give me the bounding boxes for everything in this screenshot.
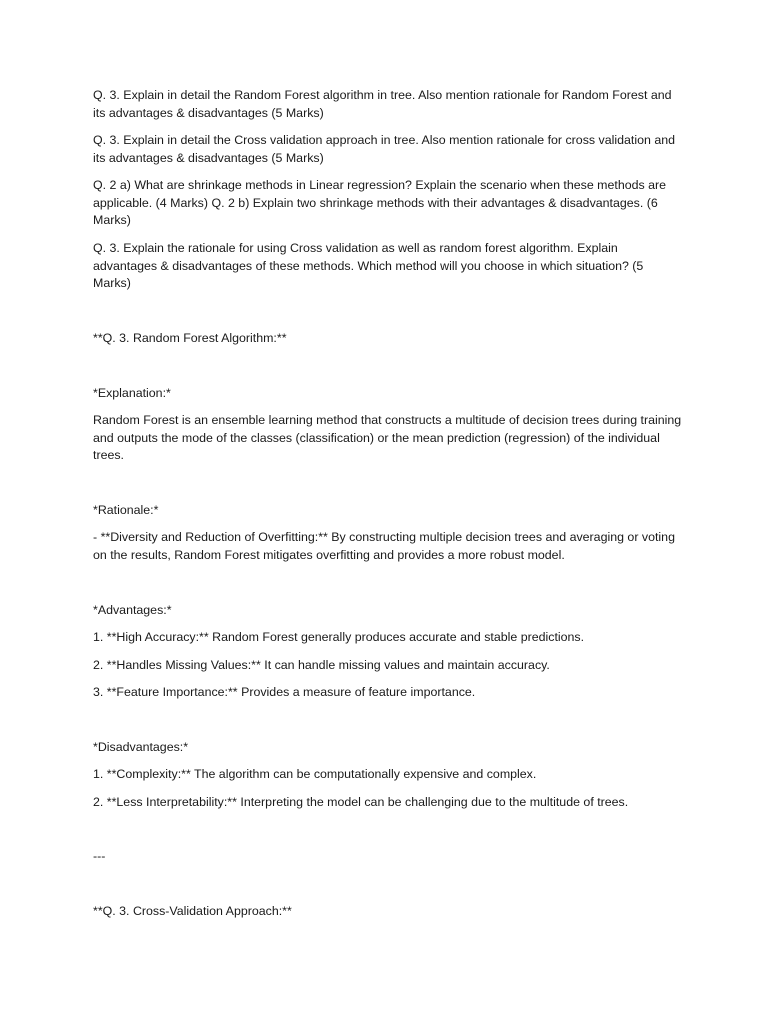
rationale-text: - **Diversity and Reduction of Overfitting:** By constructing multiple decision trees and averaging or voting on the results, Random Forest mitigates overfitting and provides a more robust model. [93, 530, 679, 562]
disadvantage-item: 2. **Less Interpretability:** Interpreting the model can be challenging due to the multitude of trees. [93, 795, 629, 809]
explanation-heading: *Explanation:* [93, 386, 171, 400]
disadvantages-heading: *Disadvantages:* [93, 740, 189, 754]
question-1: Q. 3. Explain in detail the Random Forest algorithm in tree. Also mention rationale for Random Forest and its advantages & disadvantages (5 Marks) [93, 88, 675, 120]
question-2: Q. 3. Explain in detail the Cross validation approach in tree. Also mention rationale for cross validation and its advantages & disadvantages (5 Marks) [93, 133, 679, 165]
advantage-item: 2. **Handles Missing Values:** It can handle missing values and maintain accuracy. [93, 658, 550, 672]
explanation-text: Random Forest is an ensemble learning method that constructs a multitude of decision trees during training and outputs the mode of the classes (classification) or the mean prediction (regression) of the individual trees. [93, 413, 685, 462]
random-forest-heading: **Q. 3. Random Forest Algorithm:** [93, 331, 287, 345]
advantages-heading: *Advantages:* [93, 603, 172, 617]
section-separator: --- [93, 849, 106, 863]
rationale-heading: *Rationale:* [93, 503, 159, 517]
cross-validation-heading: **Q. 3. Cross-Validation Approach:** [93, 904, 292, 918]
advantage-item: 3. **Feature Importance:** Provides a measure of feature importance. [93, 685, 476, 699]
question-3: Q. 2 a) What are shrinkage methods in Linear regression? Explain the scenario when these methods are applicable. (4 Marks) Q. 2 b) Explain two shrinkage methods with their advantages & disadvantages. (6 Marks) [93, 178, 670, 227]
disadvantage-item: 1. **Complexity:** The algorithm can be computationally expensive and complex. [93, 767, 537, 781]
advantage-item: 1. **High Accuracy:** Random Forest generally produces accurate and stable predictions. [93, 630, 585, 644]
question-4: Q. 3. Explain the rationale for using Cross validation as well as random forest algorithm. Explain advantages & disadvantages of these methods. Which method will you choose in which situation? (5 Marks) [93, 241, 647, 290]
